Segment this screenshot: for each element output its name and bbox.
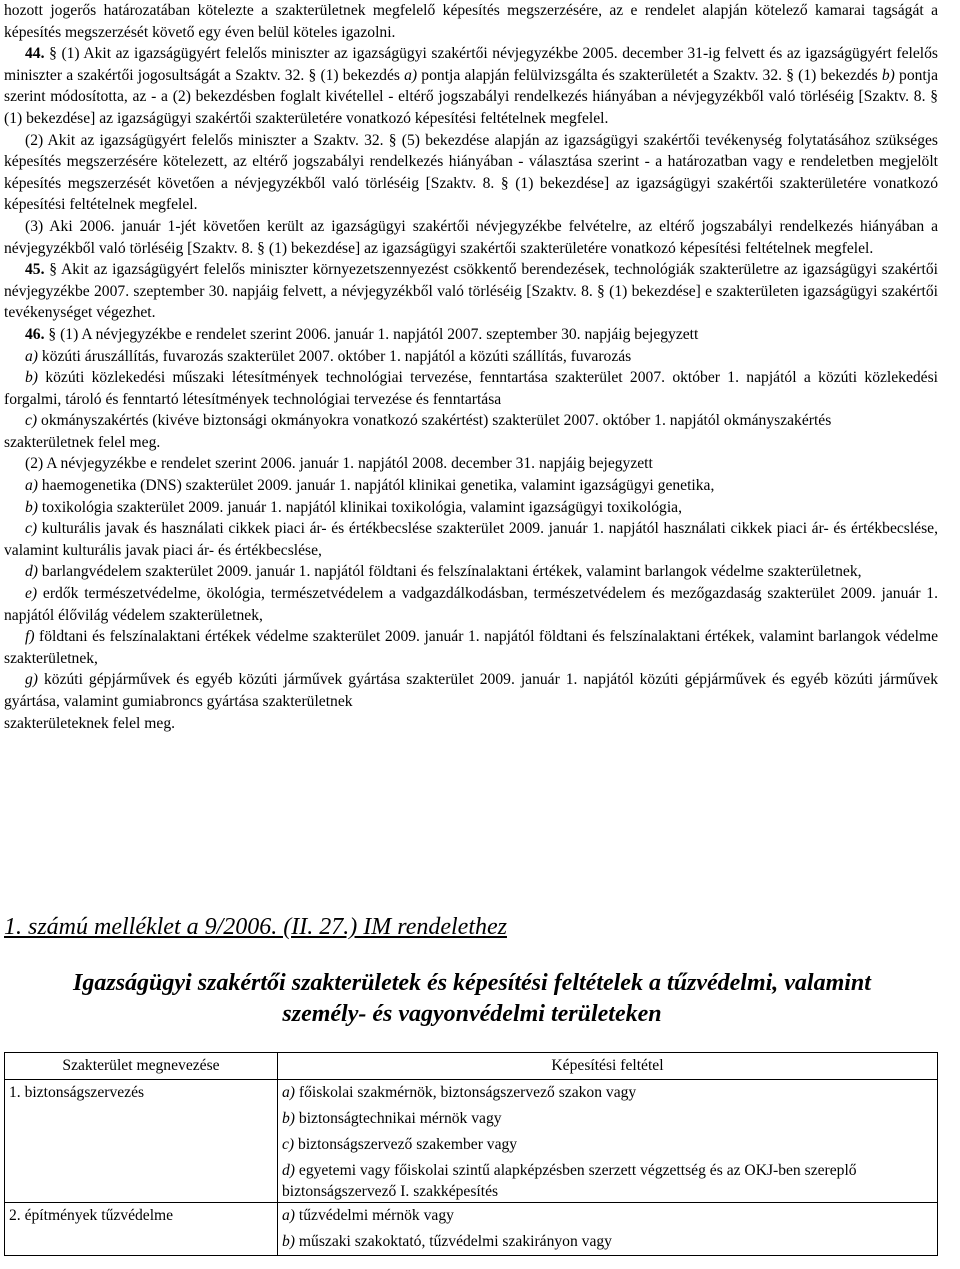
item-letter: g)	[25, 671, 38, 689]
condition-item	[282, 1080, 933, 1106]
item-text: közúti közlekedési műszaki létesítmények technológiai tervezése, fenntartása szakterület 2007. október 1. napjától a közúti közlekedési forgalmi, tároló és fenntartó létesítmények technológiai tervezése és fenntartása	[4, 369, 938, 408]
condition-item	[282, 1132, 933, 1158]
item-text: okmányszakértés (kivéve biztonsági okmányokra vonatkozó szakértést) szakterület 2007. október 1. napjától okmányszakértés	[37, 412, 832, 430]
list-item	[4, 561, 938, 583]
item-text: közúti áruszállítás, fuvarozás szakterület 2007. október 1. napjától a közúti szállítás, fuvarozás	[38, 347, 632, 365]
condition-item	[282, 1158, 933, 1202]
section-46-paragraph-2: (2) A névjegyzékbe e rendelet szerint 2006. január 1. napjától 2008. december 31. napjáig bejegyzett	[25, 455, 653, 473]
item-letter: a)	[25, 477, 38, 495]
condition-letter: a)	[282, 1084, 295, 1101]
item-letter: f)	[25, 628, 35, 646]
paragraph-continuation: hozott jogerős határozatában kötelezte a szakterületnek megfelelő képesítés megszerzésére, az e rendelet alapján kötelező kamarai tagságát a képesítés megszerzését követő egy éven belül köteles igazolni.	[4, 2, 938, 41]
item-text: kulturális javak és használati cikkek piaci ár- és értékbecslése szakterület 2009. január 1. napjától használati cikkek piaci ár- és értékbecslése, valamint kulturális javak piaci ár- és értékbecslése,	[4, 520, 938, 559]
item-letter: b)	[25, 498, 38, 516]
item-text: közúti gépjárművek és egyéb közúti járművek gyártása szakterület 2009. január 1. napjától közúti gépjárművek és egyéb közúti járművek gyártása, valamint gumiabroncs gyártása szakterületnek	[4, 671, 938, 710]
area-name: 1. biztonságszervezés	[9, 1084, 145, 1101]
item-letter: e)	[25, 585, 38, 603]
section-44-paragraph-3: (3) Aki 2006. január 1-jét követően került az igazságügyi szakértői névjegyzékbe felvételre, az eltérő jogszabályi rendelkezés hiányában a névjegyzékből való törléséig [Szaktv. 8. § (1) bekezdése] az igazságügyi szakértői szakterületére vonatkozó képesítési feltételnek megfelel.	[4, 217, 938, 257]
section-45-paragraph: 45. § Akit az igazságügyért felelős miniszter környezetszennyezést csökkentő berendezések, technológiák szakterületre az igazságügyi szakértői névjegyzékbe 2007. szeptember 30. napjáig felvett, a névjegyzékből való törléséig [Szaktv. 8. § (1) bekezdése] e szakterületen igazságügyi szakértői tevékenységet végezhet.	[4, 261, 939, 322]
condition-text: főiskolai szakmérnök, biztonságszervező szakon vagy	[295, 1084, 637, 1101]
annex-heading: 1. számú melléklet a 9/2006. (II. 27.) IM rendelethez	[4, 914, 507, 940]
section-44-paragraph-2: (2) Akit az igazságügyért felelős miniszter a Szaktv. 32. § (5) bekezdése alapján az igazságügyi szakértői tevékenység folytatásához szükséges képesítés megszerzésére kötelezett, az eltérő jogszabályi rendelkezés hiányában - választása szerint - a határozatban vagy e rendeletben megjelölt képesítés megszerzését követően a névjegyzékből való törléséig [Szaktv. 8. § (1) bekezdése] az igazságügyi szakértői szakterületére vonatkozó képesítési feltételnek megfelel.	[4, 131, 938, 214]
list-item	[4, 669, 938, 712]
condition-letter: a)	[282, 1207, 295, 1224]
list-item	[4, 497, 938, 519]
list-item	[4, 583, 938, 626]
item-letter: a)	[25, 347, 38, 365]
section-46-paragraph-1: 46. § (1) A névjegyzékbe e rendelet szerint 2006. január 1. napjától 2007. szeptember 30. napjáig bejegyzett	[25, 325, 699, 343]
table-row	[5, 1080, 938, 1203]
list-item	[4, 367, 938, 410]
annex-title-line-2: személy- és vagyonvédelmi területeken	[282, 1001, 662, 1027]
condition-text: tűzvédelmi mérnök vagy	[295, 1207, 454, 1224]
condition-text: egyetemi vagy főiskolai szintű alapképzésben szerzett végzettség és az OKJ-ben szereplő biztonságszervező I. szakképesítés	[282, 1162, 857, 1200]
table-row	[5, 1203, 938, 1256]
condition-item	[282, 1106, 933, 1132]
qualification-table	[4, 1052, 938, 1256]
condition-letter: c)	[282, 1136, 295, 1153]
annex-title-line-1: Igazságügyi szakértői szakterületek és képesítési feltételek a tűzvédelmi, valamint	[73, 970, 871, 996]
item-text: erdők természetvédelme, ökológia, természetvédelem a vadgazdálkodásban, természetvédelem és mezőgazdaság szakterület 2009. január 1. napjától élővilág védelem szakterületnek,	[4, 585, 938, 624]
list-item	[4, 626, 938, 669]
item-text: barlangvédelem szakterület 2009. január 1. napjától földtani és felszínalaktani értékek, valamint barlangok védelme szakterületnek,	[38, 563, 862, 581]
item-text: toxikológia szakterület 2009. január 1. napjától klinikai toxikológia, valamint igazságügyi toxikológia,	[38, 498, 682, 516]
area-name: 2. építmények tűzvédelme	[9, 1207, 174, 1224]
condition-item	[282, 1229, 933, 1255]
section-46-2-items	[4, 475, 938, 713]
condition-cell	[278, 1080, 938, 1203]
list-item	[4, 518, 938, 561]
condition-letter: b)	[282, 1233, 295, 1250]
list-item	[4, 410, 938, 432]
condition-item	[282, 1203, 933, 1229]
condition-text: biztonságtechnikai mérnök vagy	[295, 1110, 502, 1127]
annex-title	[0, 968, 944, 1030]
section-46-1-items	[4, 346, 938, 432]
condition-letter: b)	[282, 1110, 295, 1127]
item-text: földtani és felszínalaktani értékek védelme szakterület 2009. január 1. napjától földtani és felszínalaktani értékek, valamint barlangok védelme szakterületnek,	[4, 628, 938, 667]
condition-cell	[278, 1203, 938, 1256]
section-number: 45.	[25, 261, 45, 279]
item-letter: c)	[25, 412, 38, 430]
item-letter: d)	[25, 563, 38, 581]
item-letter: c)	[25, 520, 38, 538]
area-cell	[5, 1080, 278, 1203]
area-cell	[5, 1203, 278, 1256]
legal-text-body	[4, 0, 938, 734]
column-header-condition: Képesítési feltétel	[278, 1053, 938, 1080]
condition-text: biztonságszervező szakember vagy	[294, 1136, 518, 1153]
section-46-2-closing: szakterületeknek felel meg.	[4, 714, 176, 732]
section-number: 46.	[25, 325, 45, 343]
column-header-area: Szakterület megnevezése	[5, 1053, 278, 1080]
condition-letter: d)	[282, 1162, 295, 1179]
list-item	[4, 346, 938, 368]
table-header-row	[5, 1053, 938, 1080]
condition-text: műszaki szakoktató, tűzvédelmi szakirányon vagy	[295, 1233, 612, 1250]
item-letter: b)	[25, 369, 38, 387]
section-46-1-closing: szakterületnek felel meg.	[4, 433, 161, 451]
list-item	[4, 475, 938, 497]
section-number: 44.	[25, 45, 45, 63]
section-44-paragraph-1: 44. § (1) Akit az igazságügyért felelős miniszter az igazságügyi szakértői névjegyzékbe 2005. december 31-ig felvett és az igazságügyért felelős miniszter a szakértői jogosultságát a Szaktv. 32. § (1) bekezdés a) pontja alapján felülvizsgálta és szakterületét a Szaktv. 32. § (1) bekezdés b) pontja szerint módosította, az - a (2) bekezdésben foglalt kivétellel - eltérő jogszabályi rendelkezés hiányában a névjegyzékből való törléséig [Szaktv. 8. § (1) bekezdése] az igazságügyi szakértői szakterületére vonatkozó képesítési feltételnek megfelel.	[4, 45, 938, 127]
item-text: haemogenetika (DNS) szakterület 2009. január 1. napjától klinikai genetika, valamint igazságügyi genetika,	[38, 477, 715, 495]
